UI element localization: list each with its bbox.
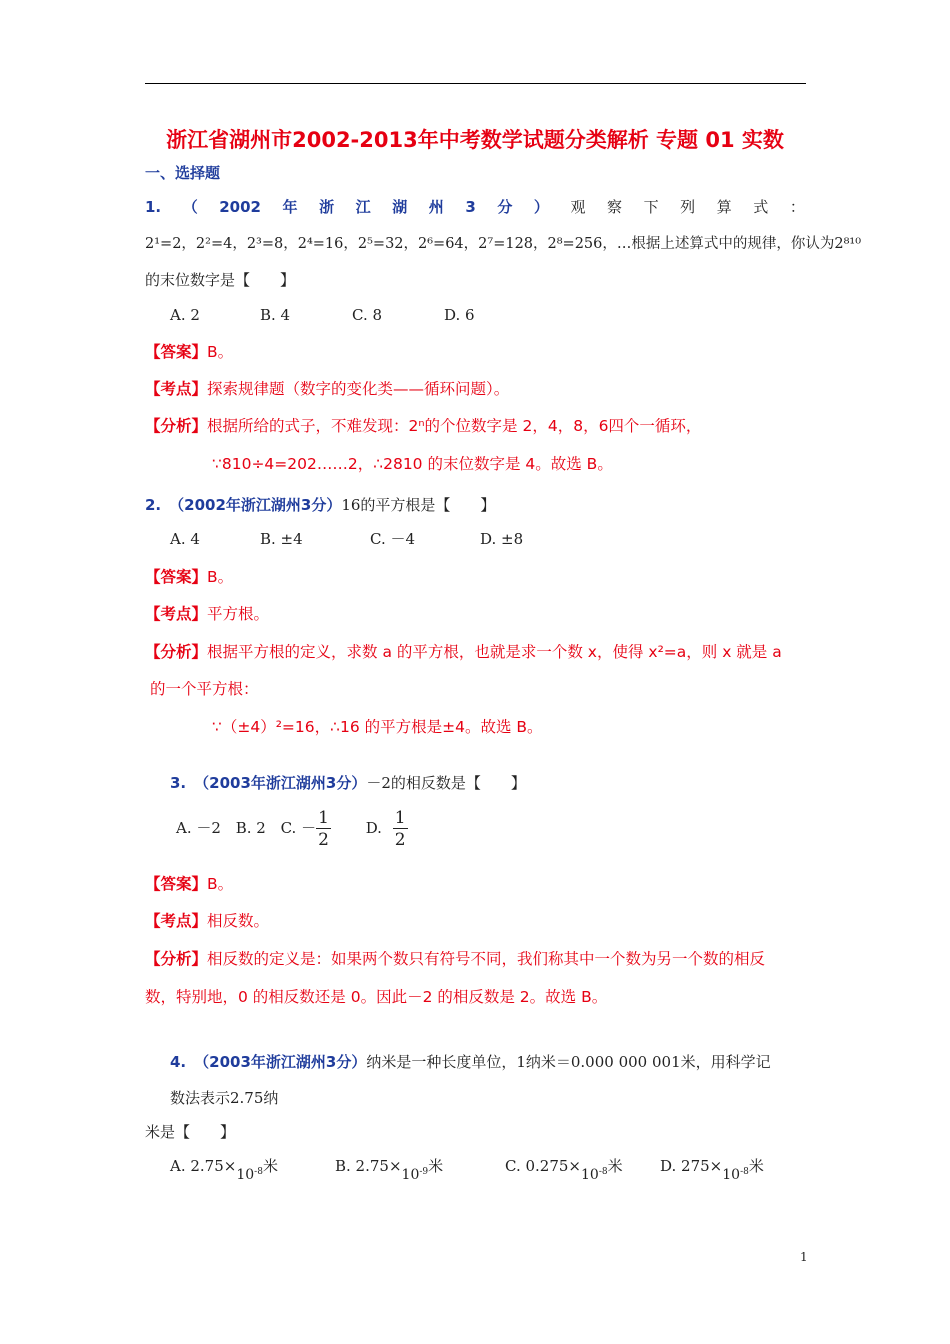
option-unit: 米 [607, 1157, 623, 1175]
q1-point-value: 探索规律题（数字的变化类——循环问题）。 [207, 380, 510, 398]
q2-analysis-line1: 根据平方根的定义，求数 a 的平方根，也就是求一个数 x，使得 x²=a，则 x 就是 a [207, 643, 782, 661]
power-exponent: -9 [419, 1167, 429, 1177]
q2-option-c: C. －4 [370, 530, 416, 548]
option-unit: 米 [748, 1157, 764, 1175]
analysis-label: 【分析】 [145, 950, 208, 968]
q4-number: 4. [170, 1053, 187, 1071]
power-base: 10 [236, 1167, 255, 1183]
q3-option-a: A. －2 [176, 819, 221, 837]
power-base: 10 [581, 1167, 599, 1183]
q1-point [145, 379, 509, 399]
q2-option-d: D. ±8 [480, 530, 524, 548]
q3-stem-text: －2的相反数是【 】 [366, 774, 526, 792]
q1-formula: 2¹=2，2²=4，2³=8，2⁴=16，2⁵=32，2⁶=64，2⁷=128，2⁸=256，…根据上述算式中的规律，你认为2⁸¹⁰ [145, 236, 862, 252]
q3-point-value: 相反数。 [207, 912, 270, 930]
q4-option-d [660, 1156, 764, 1183]
answer-label: 【答案】 [145, 568, 208, 586]
power-base: 10 [722, 1167, 741, 1183]
power-exponent: -8 [254, 1167, 263, 1177]
answer-label: 【答案】 [145, 875, 208, 893]
q2-option-b: B. ±4 [260, 530, 303, 548]
q2-analysis-line3: ∵（±4）²=16，∴16 的平方根是±4。故选 B。 [212, 718, 543, 736]
q1-answer [145, 342, 233, 362]
point-label: 【考点】 [145, 912, 208, 930]
q1-number: 1. [145, 198, 162, 216]
q3-options [176, 806, 408, 851]
power-base: 10 [401, 1167, 420, 1183]
q2-analysis [145, 642, 782, 662]
q1-source-token: 察 [607, 198, 623, 216]
q2-point-value: 平方根。 [207, 605, 270, 623]
q3-fraction-d [393, 808, 408, 851]
power-of-ten [402, 1165, 429, 1185]
q3-option-d: D. [365, 819, 382, 837]
q1-source-token: 3 [465, 198, 476, 216]
q1-header [145, 197, 805, 217]
q2-answer-value: B。 [207, 568, 234, 586]
q2-option-a: A. 4 [170, 530, 200, 548]
header-rule [145, 83, 806, 84]
q3-answer [145, 874, 233, 894]
q1-stem-line2: 的末位数字是【 】 [145, 271, 296, 289]
q1-option-b: B. 4 [260, 306, 291, 324]
q1-source-token: 浙 [319, 198, 335, 216]
q4-stem-line3: 米是【 】 [145, 1123, 236, 1141]
q4-option-c [505, 1156, 623, 1183]
q1-analysis [145, 416, 701, 436]
q1-source-token: 观 [570, 198, 586, 216]
q3-option-c: C. － [280, 819, 317, 837]
q1-source-line [145, 197, 805, 217]
q4-stem-line2: 数法表示2.75纳 [170, 1089, 279, 1107]
q1-source-token: 年 [282, 198, 298, 216]
q3-answer-value: B。 [207, 875, 234, 893]
q2-answer [145, 567, 233, 587]
q1-source-token: （ [182, 198, 198, 216]
fraction-denominator: 2 [318, 829, 329, 850]
fraction-numerator: 1 [318, 807, 329, 828]
q1-analysis-line2: ∵810÷4=202……2，∴2810 的末位数字是 4。故选 B。 [212, 455, 613, 473]
answer-label: 【答案】 [145, 343, 208, 361]
q3-analysis-line1: 相反数的定义是：如果两个数只有符号不同，我们称其中一个数为另一个数的相反 [207, 950, 766, 968]
analysis-label: 【分析】 [145, 417, 208, 435]
power-of-ten [236, 1165, 263, 1185]
q1-source-token: ： [789, 198, 805, 216]
q2-source: （2002年浙江湖州3分） [169, 496, 342, 514]
q1-answer-value: B。 [207, 343, 234, 361]
option-prefix: B. 2.75× [335, 1157, 402, 1175]
q2-stem-text: 16的平方根是【 】 [341, 496, 496, 514]
analysis-label: 【分析】 [145, 643, 208, 661]
q1-source-token: 分 [497, 198, 513, 216]
option-prefix: D. 275× [660, 1157, 723, 1175]
q2-number: 2. [145, 496, 162, 514]
fraction-numerator: 1 [394, 807, 406, 828]
q3-point [145, 911, 269, 931]
q1-source-token: 算 [716, 198, 732, 216]
q1-analysis-line1: 根据所给的式子，不难发现：2ⁿ的个位数字是 2，4，8，6四个一循环， [207, 417, 702, 435]
power-exponent: -8 [740, 1167, 749, 1177]
power-of-ten [581, 1165, 608, 1185]
page-number: 1 [800, 1250, 808, 1264]
q1-source-token: 2002 [219, 198, 261, 216]
q2-stem [145, 495, 495, 515]
q2-analysis-line2: 的一个平方根： [150, 680, 259, 698]
fraction-denominator: 2 [394, 829, 406, 850]
q3-option-b: B. 2 [235, 819, 266, 837]
point-label: 【考点】 [145, 380, 208, 398]
option-unit: 米 [262, 1157, 278, 1175]
document-title: 浙江省湖州市2002-2013年中考数学试题分类解析 专题 01 实数 [166, 128, 784, 152]
q3-stem [170, 773, 526, 793]
q4-stem [170, 1052, 771, 1072]
q4-stem-line1: 纳米是一种长度单位，1纳米＝0.000 000 001米，用科学记 [366, 1053, 771, 1071]
q1-source-token: 式 [753, 198, 769, 216]
option-unit: 米 [428, 1157, 444, 1175]
q1-source-token: 湖 [392, 198, 408, 216]
q1-option-d: D. 6 [444, 306, 475, 324]
q1-source-token: 州 [428, 198, 444, 216]
option-prefix: C. 0.275× [505, 1157, 581, 1175]
q4-option-a [170, 1156, 278, 1183]
q3-analysis-line2: 数，特别地，0 的相反数还是 0。因此－2 的相反数是 2。故选 B。 [145, 988, 608, 1006]
power-of-ten [722, 1165, 749, 1185]
q1-source-token: 下 [643, 198, 659, 216]
q2-point [145, 604, 269, 624]
point-label: 【考点】 [145, 605, 208, 623]
q1-source-token: 列 [680, 198, 696, 216]
option-prefix: A. 2.75× [170, 1157, 237, 1175]
q1-option-a: A. 2 [170, 306, 200, 324]
q1-source-token: 江 [355, 198, 371, 216]
q3-number: 3. [170, 774, 187, 792]
power-exponent: -8 [598, 1167, 608, 1177]
q1-option-c: C. 8 [352, 306, 383, 324]
q1-source-token: ） [533, 198, 549, 216]
q3-fraction-c [316, 808, 331, 851]
q4-option-b [335, 1156, 444, 1183]
section-heading: 一、选择题 [145, 164, 221, 182]
q4-source: （2003年浙江湖州3分） [194, 1053, 367, 1071]
q3-analysis [145, 949, 765, 969]
q3-source: （2003年浙江湖州3分） [194, 774, 367, 792]
